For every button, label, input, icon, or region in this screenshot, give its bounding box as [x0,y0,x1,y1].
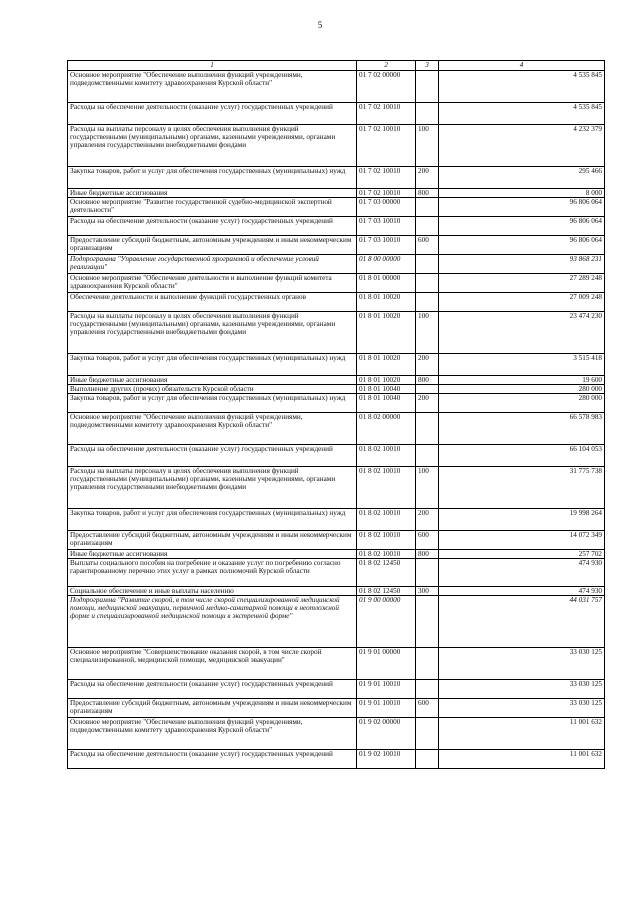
table-row [68,394,605,413]
row-vr-cell [416,385,439,394]
table-row [68,71,605,103]
table-row [68,550,605,559]
row-vr-cell: 200 [416,394,439,413]
row-code-cell: 01 7 03 10010 [357,236,416,255]
row-name-cell: Обеспечение деятельности и выполнение функций государственных органов [68,293,357,312]
row-code-cell: 01 9 02 10010 [357,750,416,769]
row-code-cell: 01 9 01 00000 [357,648,416,680]
row-code-cell: 01 8 01 10020 [357,354,416,376]
row-vr-cell [416,559,439,587]
row-amount-cell: 474 930 [439,587,605,596]
row-code-cell: 01 7 03 00000 [357,198,416,217]
row-code-cell: 01 8 02 10010 [357,550,416,559]
row-vr-cell: 800 [416,550,439,559]
row-name-cell: Подпрограмма "Развитие скорой, в том числе скорой специализированной медицинской помощи, медицинской эвакуации, первичной медико-санитарной помощи в неотложной форме и специализированной медицинской помощи в экстренной форме" [68,596,357,648]
row-name-cell: Расходы на обеспечение деятельности (оказание услуг) государственных учреждений [68,217,357,236]
row-name-cell: Иные бюджетные ассигнования [68,376,357,385]
table-row [68,413,605,445]
row-name-cell: Выполнение других (прочих) обязательств Курской области [68,385,357,394]
table-row [68,125,605,167]
table-row [68,531,605,550]
row-vr-cell: 300 [416,587,439,596]
row-name-cell: Закупка товаров, работ и услуг для обеспечения государственных (муниципальных) нужд [68,354,357,376]
row-name-cell: Основное мероприятие "Обеспечение выполнения функций учреждениями, подведомственными комитету здравоохранения Курской области" [68,718,357,750]
row-code-cell: 01 8 02 12450 [357,559,416,587]
row-name-cell: Основное мероприятие "Совершенствование оказания скорой, в том числе скорой специализированной, медицинской помощи, медицинской эвакуации" [68,648,357,680]
row-code-cell: 01 9 00 00000 [357,596,416,648]
row-name-cell: Расходы на выплаты персоналу в целях обеспечения выполнения функций государственными (муниципальными) органами, казенными учреждениями, органами управления государственными внебюджетными фондами [68,312,357,354]
row-code-cell: 01 8 01 10040 [357,394,416,413]
row-name-cell: Расходы на обеспечение деятельности (оказание услуг) государственных учреждений [68,680,357,699]
row-code-cell: 01 8 00 00000 [357,255,416,274]
row-code-cell: 01 8 02 10010 [357,509,416,531]
table-row [68,189,605,198]
table-row [68,509,605,531]
row-name-cell: Закупка товаров, работ и услуг для обеспечения государственных (муниципальных) нужд [68,509,357,531]
row-amount-cell: 295 466 [439,167,605,189]
row-vr-cell: 200 [416,509,439,531]
row-amount-cell: 4 535 845 [439,71,605,103]
row-vr-cell: 100 [416,312,439,354]
row-vr-cell [416,750,439,769]
row-code-cell: 01 9 01 10010 [357,680,416,699]
table-row [68,312,605,354]
table-row [68,699,605,718]
row-vr-cell [416,293,439,312]
table-row [68,255,605,274]
row-vr-cell [416,596,439,648]
row-name-cell: Расходы на выплаты персоналу в целях обеспечения выполнения функций государственными (муниципальными) органами, казенными учреждениями, органами управления государственными внебюджетными фондами [68,467,357,509]
row-vr-cell: 600 [416,699,439,718]
row-code-cell: 01 8 02 10010 [357,445,416,467]
table-row [68,236,605,255]
row-amount-cell: 474 930 [439,559,605,587]
row-name-cell: Иные бюджетные ассигнования [68,189,357,198]
row-name-cell: Основное мероприятие "Обеспечение выполнения функций учреждениями, подведомственными комитету здравоохранения Курской области" [68,71,357,103]
budget-table [67,60,605,769]
row-code-cell: 01 7 02 00000 [357,71,416,103]
row-amount-cell: 33 030 125 [439,680,605,699]
row-amount-cell: 96 806 064 [439,236,605,255]
row-vr-cell [416,648,439,680]
row-code-cell: 01 7 03 10010 [357,217,416,236]
row-amount-cell: 23 474 230 [439,312,605,354]
row-name-cell: Предоставление субсидий бюджетным, автономным учреждениям и иным некоммерческим организациям [68,236,357,255]
row-name-cell: Закупка товаров, работ и услуг для обеспечения государственных (муниципальных) нужд [68,167,357,189]
row-name-cell: Расходы на обеспечение деятельности (оказание услуг) государственных учреждений [68,103,357,125]
row-amount-cell: 66 578 983 [439,413,605,445]
table-row [68,198,605,217]
table-row [68,648,605,680]
row-vr-cell [416,217,439,236]
table-row [68,445,605,467]
header-col-3: 3 [416,61,439,71]
row-name-cell: Расходы на обеспечение деятельности (оказание услуг) государственных учреждений [68,750,357,769]
table-row [68,680,605,699]
row-name-cell: Предоставление субсидий бюджетным, автономным учреждениям и иным некоммерческим организациям [68,531,357,550]
row-amount-cell: 4 232 379 [439,125,605,167]
row-vr-cell: 100 [416,467,439,509]
row-name-cell: Расходы на обеспечение деятельности (оказание услуг) государственных учреждений [68,445,357,467]
row-vr-cell [416,255,439,274]
row-amount-cell: 257 702 [439,550,605,559]
page-number: 5 [317,20,323,30]
row-name-cell: Закупка товаров, работ и услуг для обеспечения государственных (муниципальных) нужд [68,394,357,413]
header-col-2: 2 [357,61,416,71]
row-amount-cell: 19 600 [439,376,605,385]
row-code-cell: 01 8 02 00000 [357,413,416,445]
row-name-cell: Иные бюджетные ассигнования [68,550,357,559]
row-name-cell: Основное мероприятие "Обеспечение выполнения функций учреждениями, подведомственными комитету здравоохранения Курской области" [68,413,357,445]
row-name-cell: Основное мероприятие "Развитие государственной судебно-медицинской экспертной деятельности" [68,198,357,217]
row-name-cell: Выплаты социального пособия на погребение и оказание услуг по погребению согласно гарантированному перечню этих услуг в рамках полномочий Курской области [68,559,357,587]
row-vr-cell: 200 [416,354,439,376]
row-vr-cell: 600 [416,236,439,255]
row-amount-cell: 4 535 845 [439,103,605,125]
row-vr-cell: 800 [416,376,439,385]
row-amount-cell: 27 289 248 [439,274,605,293]
table-row [68,559,605,587]
row-amount-cell: 19 998 264 [439,509,605,531]
row-code-cell: 01 9 01 10010 [357,699,416,718]
table-row [68,103,605,125]
row-code-cell: 01 8 01 10040 [357,385,416,394]
table-row [68,587,605,596]
row-vr-cell [416,718,439,750]
row-amount-cell: 11 001 632 [439,718,605,750]
table-row [68,385,605,394]
row-vr-cell: 600 [416,531,439,550]
row-code-cell: 01 8 02 10010 [357,467,416,509]
row-amount-cell: 66 104 053 [439,445,605,467]
table-row [68,467,605,509]
row-code-cell: 01 7 02 10010 [357,125,416,167]
row-amount-cell: 31 775 738 [439,467,605,509]
row-vr-cell [416,680,439,699]
header-col-1: 1 [68,61,357,71]
table-row [68,167,605,189]
row-code-cell: 01 8 01 10020 [357,312,416,354]
row-vr-cell [416,198,439,217]
row-code-cell: 01 7 02 10010 [357,167,416,189]
row-amount-cell: 27 009 248 [439,293,605,312]
row-name-cell: Социальное обеспечение и иные выплаты населению [68,587,357,596]
row-amount-cell: 44 031 757 [439,596,605,648]
row-amount-cell: 3 515 418 [439,354,605,376]
row-amount-cell: 280 000 [439,385,605,394]
row-vr-cell [416,274,439,293]
row-amount-cell: 93 868 231 [439,255,605,274]
table-row [68,274,605,293]
table-row [68,293,605,312]
row-amount-cell: 96 806 064 [439,198,605,217]
row-amount-cell: 14 072 349 [439,531,605,550]
row-name-cell: Предоставление субсидий бюджетным, автономным учреждениям и иным некоммерческим организациям [68,699,357,718]
row-vr-cell: 800 [416,189,439,198]
table-body [68,71,605,769]
row-vr-cell [416,445,439,467]
row-code-cell: 01 7 02 10010 [357,189,416,198]
row-name-cell: Расходы на выплаты персоналу в целях обеспечения выполнения функций государственными (муниципальными) органами, казенными учреждениями, органами управления государственными внебюджетными фондами [68,125,357,167]
row-amount-cell: 33 030 125 [439,648,605,680]
row-vr-cell [416,413,439,445]
row-code-cell: 01 8 01 10020 [357,376,416,385]
table-row [68,718,605,750]
row-code-cell: 01 8 01 10020 [357,293,416,312]
row-name-cell: Подпрограмма "Управление государственной программой и обеспечение условий реализации" [68,255,357,274]
row-amount-cell: 280 000 [439,394,605,413]
table-row [68,750,605,769]
table-row [68,376,605,385]
row-vr-cell [416,103,439,125]
row-amount-cell: 33 030 125 [439,699,605,718]
table-row [68,217,605,236]
row-vr-cell: 200 [416,167,439,189]
row-vr-cell: 100 [416,125,439,167]
table-row [68,354,605,376]
table-header-row [68,61,605,71]
row-vr-cell [416,71,439,103]
row-name-cell: Основное мероприятие "Обеспечение деятельности и выполнение функций комитета здравоохранения Курской области" [68,274,357,293]
row-amount-cell: 8 000 [439,189,605,198]
row-code-cell: 01 8 01 00000 [357,274,416,293]
row-code-cell: 01 8 02 10010 [357,531,416,550]
row-amount-cell: 96 806 064 [439,217,605,236]
row-amount-cell: 11 001 632 [439,750,605,769]
row-code-cell: 01 9 02 00000 [357,718,416,750]
table-row [68,596,605,648]
row-code-cell: 01 8 02 12450 [357,587,416,596]
header-col-4: 4 [439,61,605,71]
row-code-cell: 01 7 02 10010 [357,103,416,125]
